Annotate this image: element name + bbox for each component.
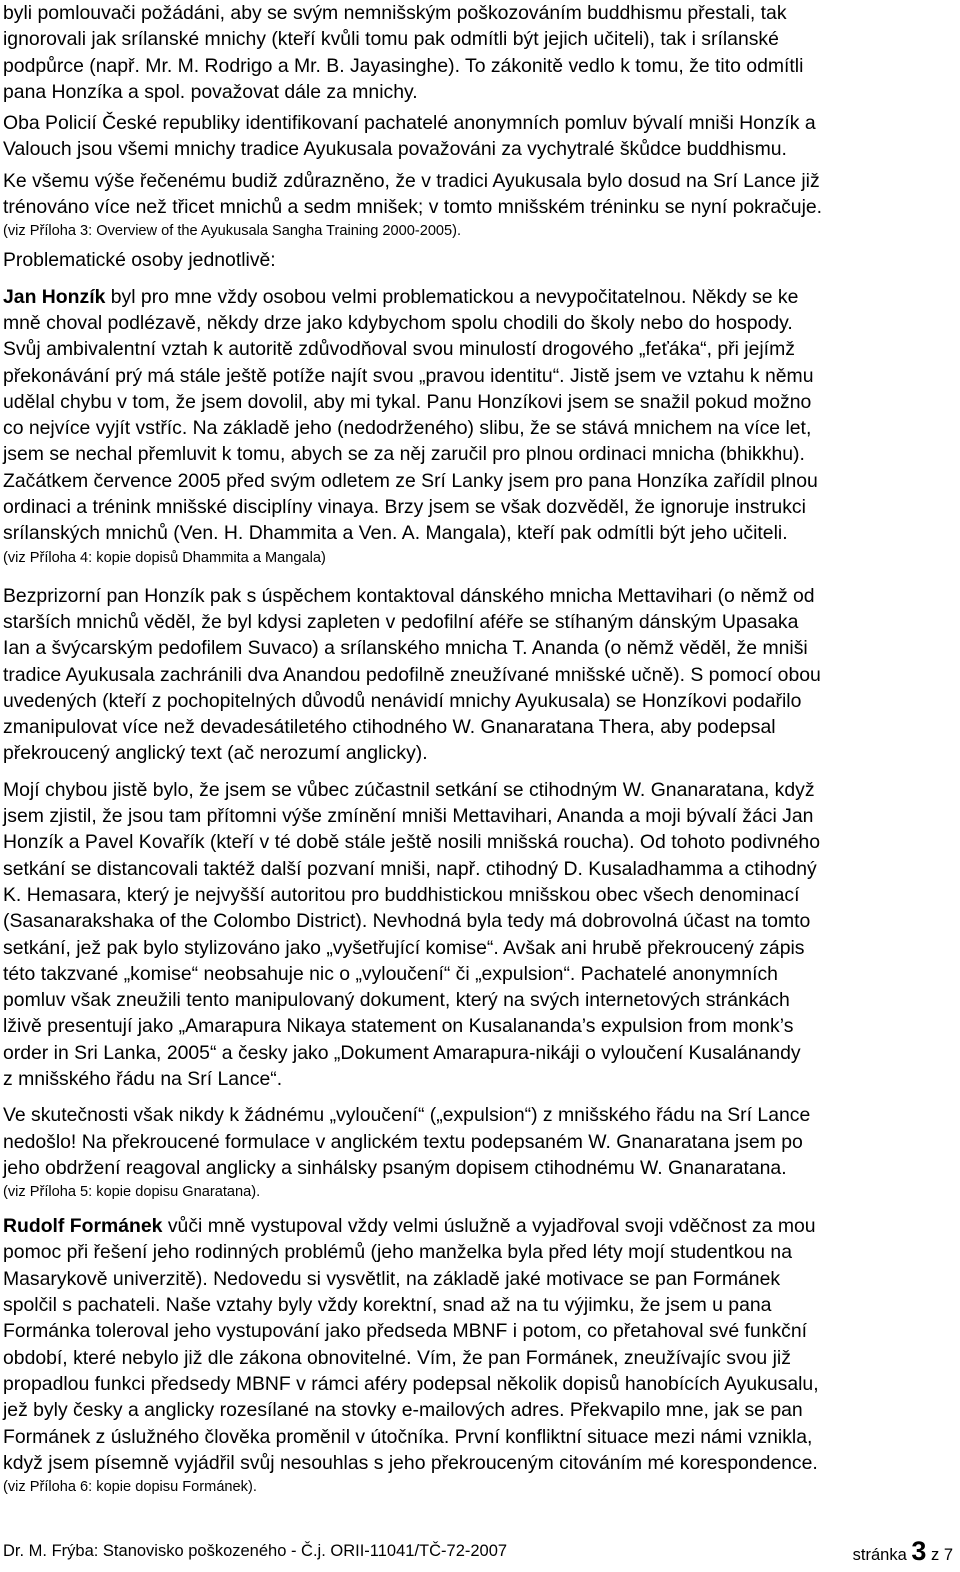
paragraph-2 <box>3 110 953 163</box>
text-line: Honzík a Pavel Kovařík (kteří v té době stále ještě nosili mnišská roucha). Od tohoto podivného <box>3 831 820 854</box>
text-line: order in Sri Lanka, 2005“ a česky jako „Dokument Amarapura-nikáji o vyloučení Kusalánandy <box>3 1041 801 1064</box>
text-line: jeho obdržení reagoval anglicky a sinhálsky psaným dopisem ctihodnému W. Gnanaratana. <box>3 1156 787 1179</box>
text-line <box>3 1213 953 1239</box>
text-line: lživě presentují jako „Amarapura Nikaya statement on Kusalananda’s expulsion from monk’s <box>3 1015 794 1038</box>
paragraph-7 <box>3 1102 953 1203</box>
person-name: Rudolf Formánek <box>3 1215 163 1238</box>
appendix-note: (viz Příloha 5: kopie dopisu Gnaratana). <box>3 1184 261 1201</box>
appendix-note: (viz Příloha 3: Overview of the Ayukusala Sangha Training 2000-2005). <box>3 223 462 240</box>
text-line: této takzvané „komise“ neobsahuje nic o „vyloučení“ či „expulsion“. Pachatelé anonymních <box>3 962 778 985</box>
text-line: Masarykově univerzitě). Nedovedu si vysvětlit, na základě jaké motivace se pan Formánek <box>3 1267 781 1290</box>
page-number: 3 <box>911 1536 927 1566</box>
text-line: pana Honzíka a spol. považovat dále za mnichy. <box>3 80 418 103</box>
text-line: Formánka toleroval jeho vystupování jako předseda MBNF i potom, co přetahoval své funkční <box>3 1320 808 1343</box>
text-line: spolčil s pachateli. Naše vztahy byly vždy korektní, snad až na tu výjimku, že jsem u pana <box>3 1294 772 1317</box>
person-name: Jan Honzík <box>3 285 106 308</box>
text-line: co nejvíce vyjít vstříc. Na základě jeho (nedodrženého) slibu, že se stává mnichem na více let, <box>3 417 812 440</box>
text-line: propadlou funkci předsedy MBNF v rámci aféry podepsal několik dopisů hanobících Ayukusalu, <box>3 1372 819 1395</box>
text-line: pomoc při řešení jeho rodinných problémů (jeho manželka byla před léty mojí studentkou na <box>3 1241 792 1264</box>
text-line: trénováno více než třicet mnichů a sedm mnišek; v tomto mnišském tréninku se nyní pokračuje. <box>3 196 823 219</box>
text-line: když jsem písemně vyjádřil svůj nesouhlas s jeho překrouceným citováním mé korespondence. <box>3 1451 818 1474</box>
text-line: udělal chybu v tom, že jsem dovolil, aby mi tykal. Panu Honzíkovi jsem se snažil pokud možno <box>3 390 812 413</box>
text-line: ordinaci a trénink mnišské disciplíny vinaya. Brzy jsem se však dozvěděl, že ignoruje instrukci <box>3 496 806 519</box>
text-line: Ian a švýcarským pedofilem Suvaco) a srílanského mnicha T. Ananda (o němž věděl, že mniši <box>3 637 808 660</box>
text-line: ignorovali jak srílanské mnichy (kteří kvůli tomu pak odmítli být jejich učiteli), tak i srílanské <box>3 28 779 51</box>
text-line: Bezprizorní pan Honzík pak s úspěchem kontaktoval dánského mnicha Mettavihari (o němž od <box>3 584 815 607</box>
text-line: nedošlo! Na překroucené formulace v anglickém textu podepsaném W. Gnanaratana jsem po <box>3 1130 803 1153</box>
text-line: podpůrce (např. Mr. M. Rodrigo a Mr. B. Jayasinghe). To zákonitě vedlo k tomu, že tito odmítli <box>3 54 804 77</box>
page-total: z 7 <box>930 1546 953 1564</box>
text-line: setkání se distancovali taktéž další pozvaní mniši, např. ctihodný D. Kusaladhamma a ctihodný <box>3 857 817 880</box>
text-line: byli pomlouvači požádáni, aby se svým nemnišským poškozováním buddhismu přestali, tak <box>3 2 787 24</box>
paragraph-6 <box>3 777 953 1093</box>
text-line: Začátkem července 2005 před svým odletem ze Srí Lanky jsem pro pana Honzíka zařídil plnou <box>3 469 818 492</box>
page-footer <box>3 1536 953 1566</box>
text-line: Ve skutečnosti však nikdy k žádnému „vyloučení“ („expulsion“) z mnišského řádu na Srí Lance <box>3 1104 811 1127</box>
text-line <box>3 284 953 310</box>
text-line: z mnišského řádu na Srí Lance“. <box>3 1067 283 1090</box>
text-line: setkání, jež pak bylo stylizováno jako „vyšetřující komise“. Avšak ani hrubě překroucený zápis <box>3 936 805 959</box>
page-label: stránka <box>852 1546 907 1564</box>
text-line: Oba Policií České republiky identifikovaní pachatelé anonymních pomluv bývalí mniši Honzík a <box>3 112 816 135</box>
footer-reference: Dr. M. Frýba: Stanovisko poškozeného - Č.j. ORII-11041/TČ-72-2007 <box>3 1542 508 1560</box>
text-line: překonávání prý má stále ještě potíže najít svou „pravou identitu“. Jistě jsem ve vztahu k němu <box>3 364 814 387</box>
text-span: byl pro mne vždy osobou velmi problematickou a nevypočitatelnou. Někdy se ke <box>105 285 799 308</box>
text-line: Svůj ambivalentní vztah k autoritě zdůvodňoval svou minulostí drogového „feťáka“, při jejímž <box>3 338 795 361</box>
text-line: jež byly česky a anglicky rozesílané na stovky e-mailových adres. Překvapilo mne, jak se pan <box>3 1399 803 1422</box>
paragraph-3 <box>3 168 953 243</box>
page-indicator <box>853 1536 953 1570</box>
appendix-note: (viz Příloha 6: kopie dopisu Formánek). <box>3 1479 257 1496</box>
paragraph-1 <box>3 0 953 105</box>
text-line: zmanipulovat více než devadesátiletého ctihodného W. Gnanaratana Thera, aby podepsal <box>3 716 776 739</box>
paragraph-honzik <box>3 284 953 569</box>
section-heading: Problematické osoby jednotlivě: <box>3 249 276 272</box>
text-line: jsem zjistil, že jsou tam přítomni výše zmínění mniši Mettavihari, Ananda a moji bývalí žáci Jan <box>3 805 814 828</box>
text-line: Formánek z úslužného člověka proměnil v útočníka. První konfliktní situace mezi námi vznikla, <box>3 1425 813 1448</box>
appendix-note: (viz Příloha 4: kopie dopisů Dhammita a Mangala) <box>3 549 326 566</box>
text-line: srílanských mnichů (Ven. H. Dhammita a Ven. A. Mangala), kteří pak odmítli být jeho učiteli. <box>3 522 788 545</box>
text-line: pomluv však zneužili tento manipulovaný dokument, který na svých internetových stránkách <box>3 989 790 1012</box>
text-line: K. Hemasara, který je nejvyšší autoritou pro buddhistickou mnišskou obec všech denominací <box>3 883 800 906</box>
text-span: vůči mně vystupoval vždy velmi úslužně a vyjadřoval svoji vděčnost za mou <box>162 1215 816 1238</box>
paragraph-5 <box>3 583 953 767</box>
text-line: překroucený anglický text (ač nerozumí anglicky). <box>3 742 428 765</box>
text-line: mně choval podlézavě, někdy drze jako kdybychom spolu chodili do školy nebo do hospody. <box>3 311 793 334</box>
text-line: tradice Ayukusala zachránili dva Anandou pedofilně zneužívané mnišské učně). S pomocí obou <box>3 663 821 686</box>
text-line: období, které nebylo již dle zákona obnovitelné. Vím, že pan Formánek, zneužívajíc svou již <box>3 1346 791 1369</box>
text-line: Ke všemu výše řečenému budiž zdůrazněno, že v tradici Ayukusala bylo dosud na Srí Lance již <box>3 169 820 192</box>
document-page <box>3 0 953 1498</box>
text-line: uvedených (kteří z pochopitelných důvodů nenávidí mnichy Ayukusala) se Honzíkovi podařilo <box>3 689 802 712</box>
text-line: Mojí chybou jistě bylo, že jsem se vůbec zúčastnil setkání se ctihodným W. Gnanaratana, když <box>3 778 815 801</box>
text-line: starších mnichů věděl, že byl kdysi zapleten v pedofilní aféře se stíhaným dánským Upasaka <box>3 610 799 633</box>
text-line: Valouch jsou všemi mnichy tradice Ayukusala považováni za vychytralé škůdce buddhismu. <box>3 138 787 161</box>
text-line: jsem se nechal přemluvit k tomu, abych se za něj zaručil pro plnou ordinaci mnicha (bhikkhu). <box>3 443 805 466</box>
text-line: (Sasanarakshaka of the Colombo District). Nevhodná byla tedy má dobrovolná účast na tomto <box>3 910 811 933</box>
paragraph-formanek <box>3 1213 953 1498</box>
